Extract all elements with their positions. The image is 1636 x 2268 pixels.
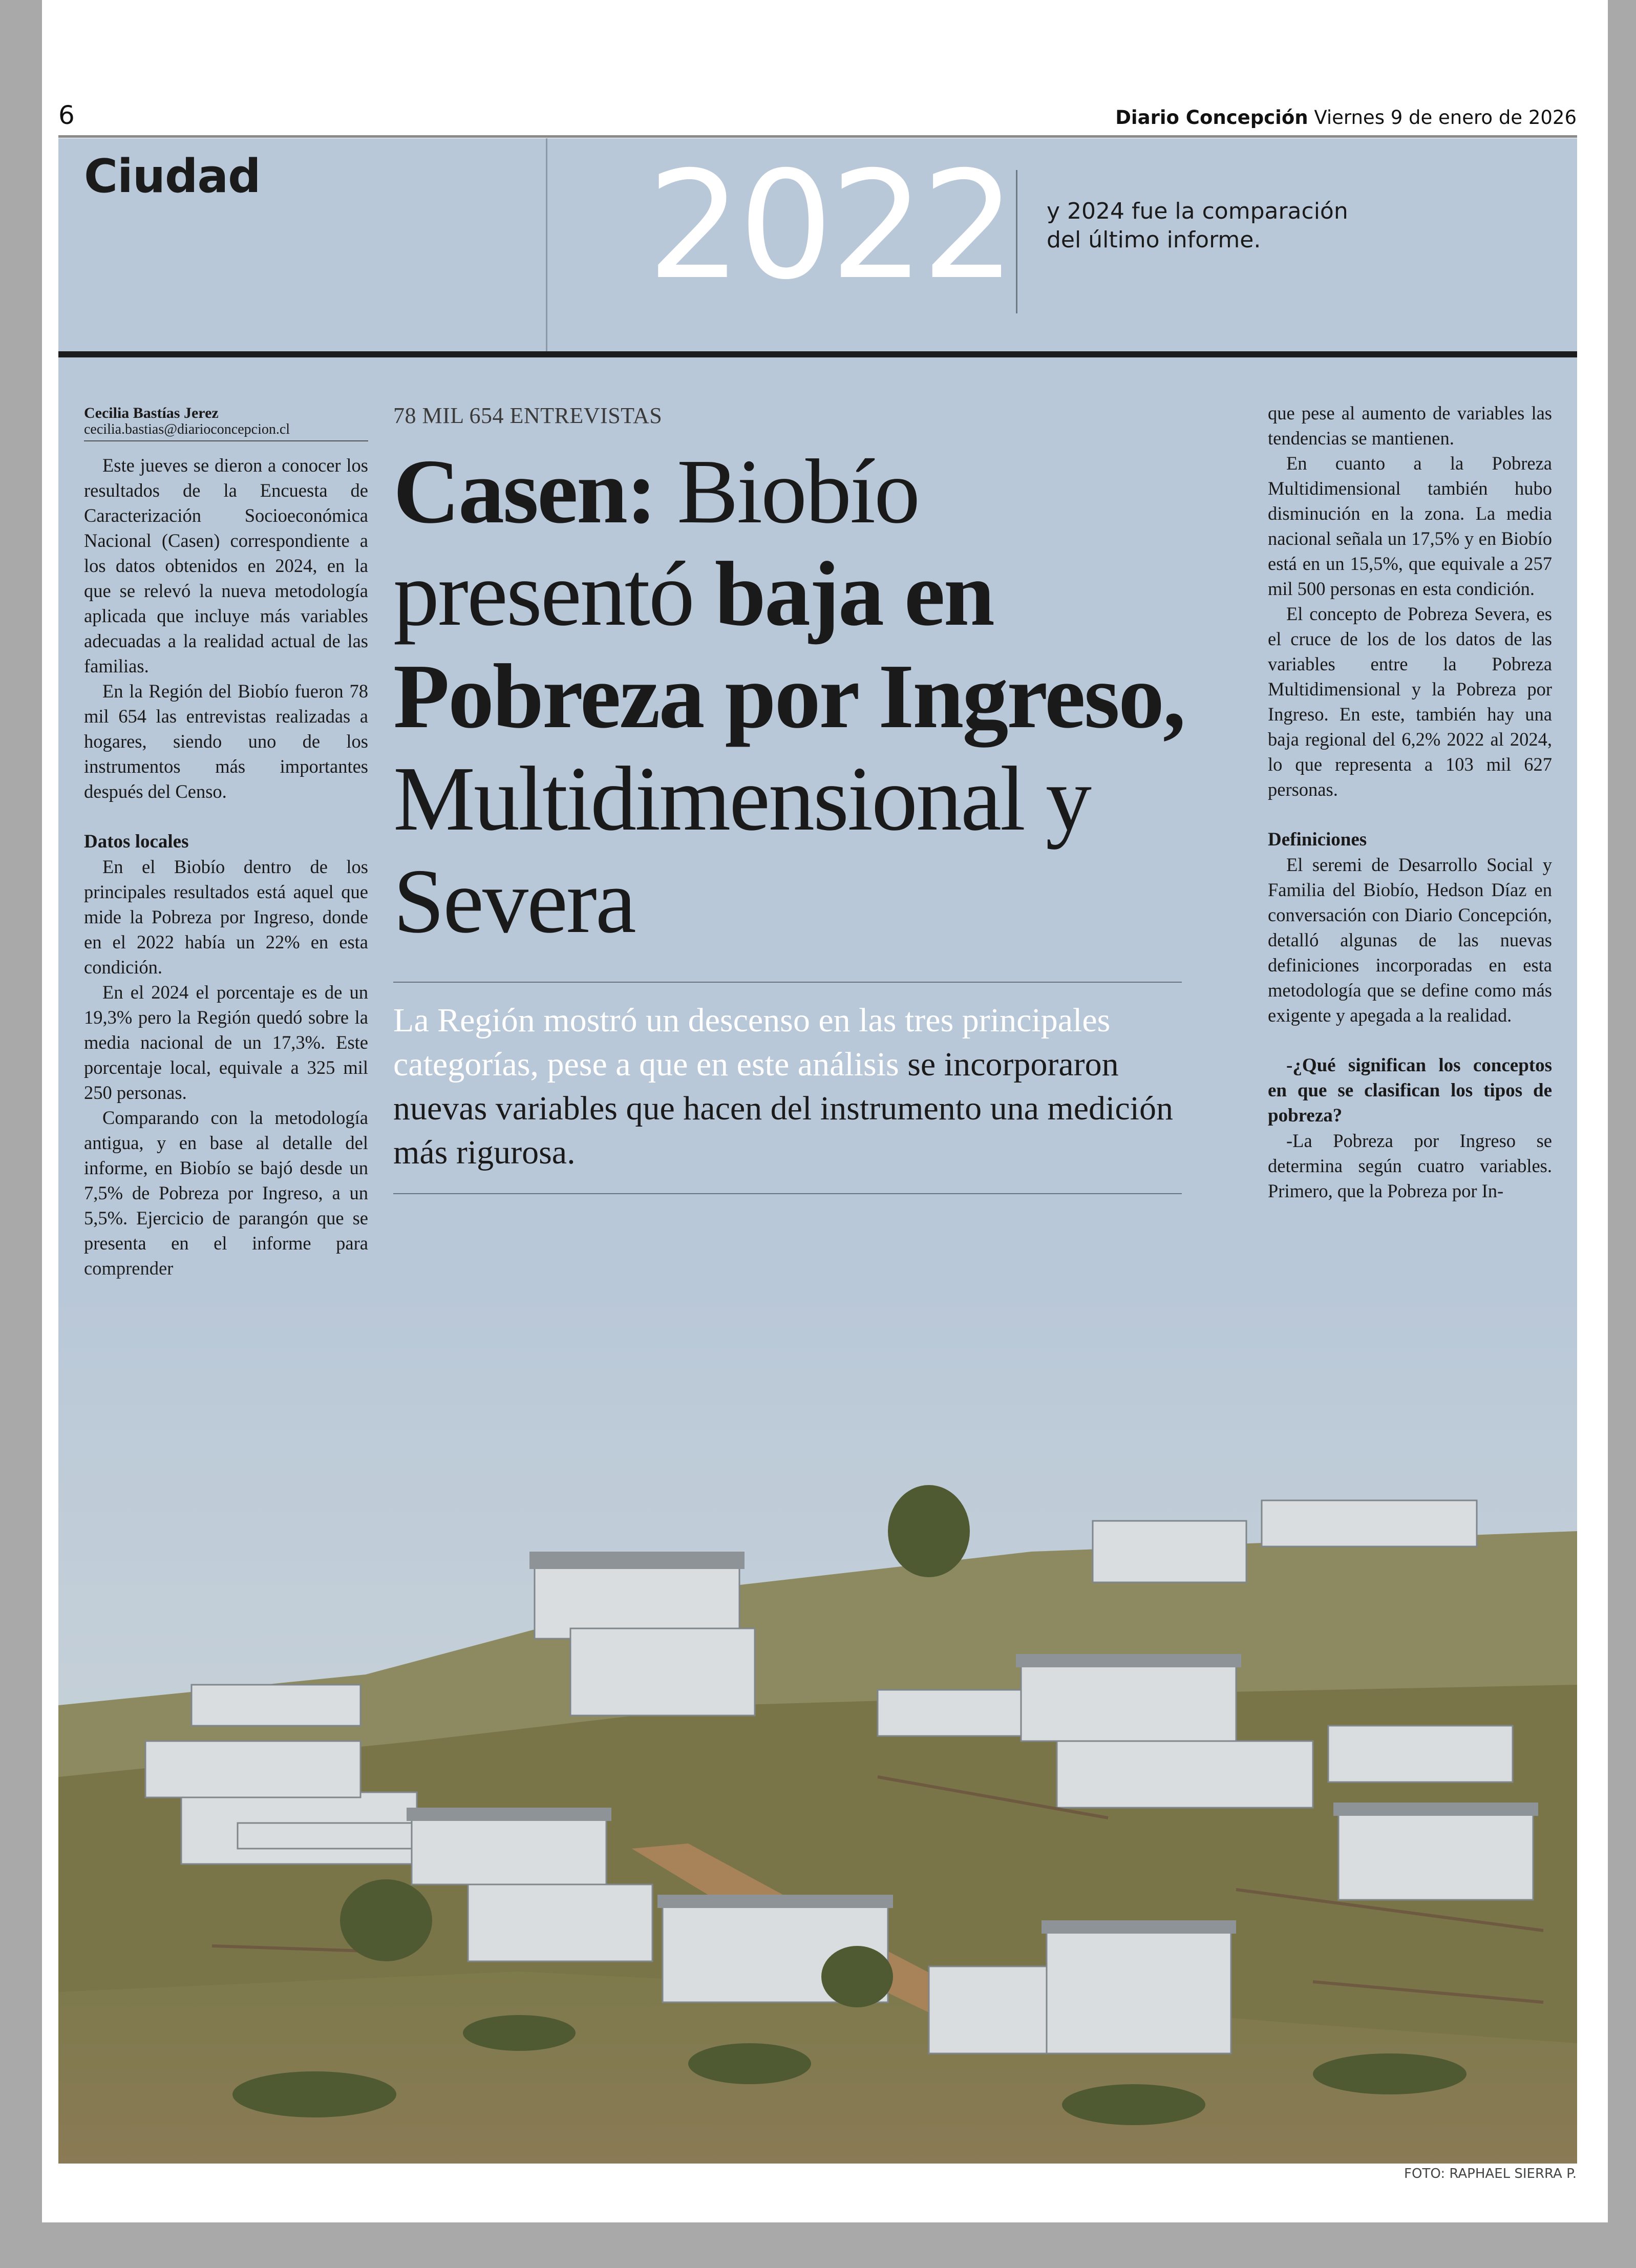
paragraph: En cuanto a la Pobreza Multidimensional también hubo disminución en la zona. La media nacional señala un 17,5% y en Biobío está en un 15,5%, que equivale a 257 mil 500 personas en esta condición. [1268,453,1552,599]
paragraph: que pese al aumento de variables las tendencias se mantienen. [1268,402,1552,449]
header-rule [58,135,1577,138]
year-note: y 2024 fue la comparación del último informe. [1047,198,1348,253]
subhead: Datos locales [84,831,189,852]
subhead: Definiciones [1268,829,1367,850]
year-divider [1016,170,1017,313]
right-column [1268,400,1552,1203]
kicker: 78 MIL 654 ENTREVISTAS [393,403,663,428]
deck-highlight: La Región mostró un descenso en las tres principales categorías, pese a que en este análisis [393,1002,1111,1083]
settlement-photo [58,1265,1577,2164]
deck-rule-bottom [393,1193,1182,1194]
paragraph: En el 2024 el porcentaje es de un 19,3% pero la Región quedó sobre la media nacional de un 17,3%. Este porcentaje local, equivale a 325 mil 250 personas. [84,982,368,1103]
author-email: cecilia.bastias@diarioconcepcion.cl [84,422,368,441]
left-column [84,405,368,1281]
headline-part: Biobío presentó [393,440,919,645]
issue-date: Viernes 9 de enero de 2026 [1314,107,1577,129]
page-number: 6 [58,100,75,130]
paragraph: En la Región del Biobío fueron 78 mil 654 las entrevistas realizadas a hogares, siendo uno de los instrumentos más importantes después del Censo. [84,681,368,802]
section-band [58,138,1577,353]
paper-name: Diario Concepción [1115,107,1308,129]
right-body [1268,400,1552,1203]
headline-part: Multidimensional y Severa [393,748,1090,952]
paragraph: En el Biobío dentro de los principales resultados está aquel que mide la Pobreza por Ingreso, donde en el 2022 había un 22% en esta condición. [84,856,368,978]
author-name: Cecilia Bastías Jerez [84,405,219,421]
paragraph: -La Pobreza por Ingreso se determina según cuatro variables. Primero, que la Pobreza por In- [1268,1130,1552,1201]
big-year: 2022 [647,140,1013,312]
interview-question: -¿Qué significan los conceptos en que se clasifican los tipos de pobreza? [1268,1055,1552,1126]
deck-rule-top [393,982,1182,983]
section-name: Ciudad [84,150,261,203]
deck [393,999,1192,1175]
headline-part: Casen: [393,440,655,542]
band-divider [546,138,547,353]
headline [393,440,1233,952]
article-panel [58,138,1577,2164]
section-rule [58,351,1577,357]
headline-part: baja en Pobreza por Ingreso, [393,543,1184,747]
paragraph: El concepto de Pobreza Severa, es el cruce de los de los datos de las variables entre la Pobreza Multidimensional y la Pobreza por Ingreso. En este, también hay una baja regional del 6,2% 2022 al 2024, lo que representa a 103 mil 627 personas. [1268,603,1552,800]
deck-text: se incorporaron nuevas variables que hacen del instrumento una medición más rigurosa. [393,1046,1173,1171]
paragraph: El seremi de Desarrollo Social y Familia del Biobío, Hedson Díaz en conversación con Diario Concepción, detalló algunas de las nuevas definiciones incorporadas en esta metodología que se define como más exigente y apegada a la realidad. [1268,854,1552,1026]
masthead [1115,107,1577,129]
photo-credit: FOTO: RAPHAEL SIERRA P. [1404,2166,1577,2181]
paragraph: Comparando con la metodología antigua, y en base al detalle del informe, en Biobío se bajó desde un 7,5% de Pobreza por Ingreso, a un 5,5%. Ejercicio de parangón que se presenta en el informe para [84,1107,368,1254]
left-body [84,453,368,1281]
paragraph: Este jueves se dieron a conocer los resultados de la Encuesta de Caracterización Socioeconómica Nacional (Casen) correspondiente a los datos obtenidos en 2024, en la que se relevó la nueva metodología aplicada que incluye más variables adecuadas a la realidad actual de las familias. [84,455,368,676]
